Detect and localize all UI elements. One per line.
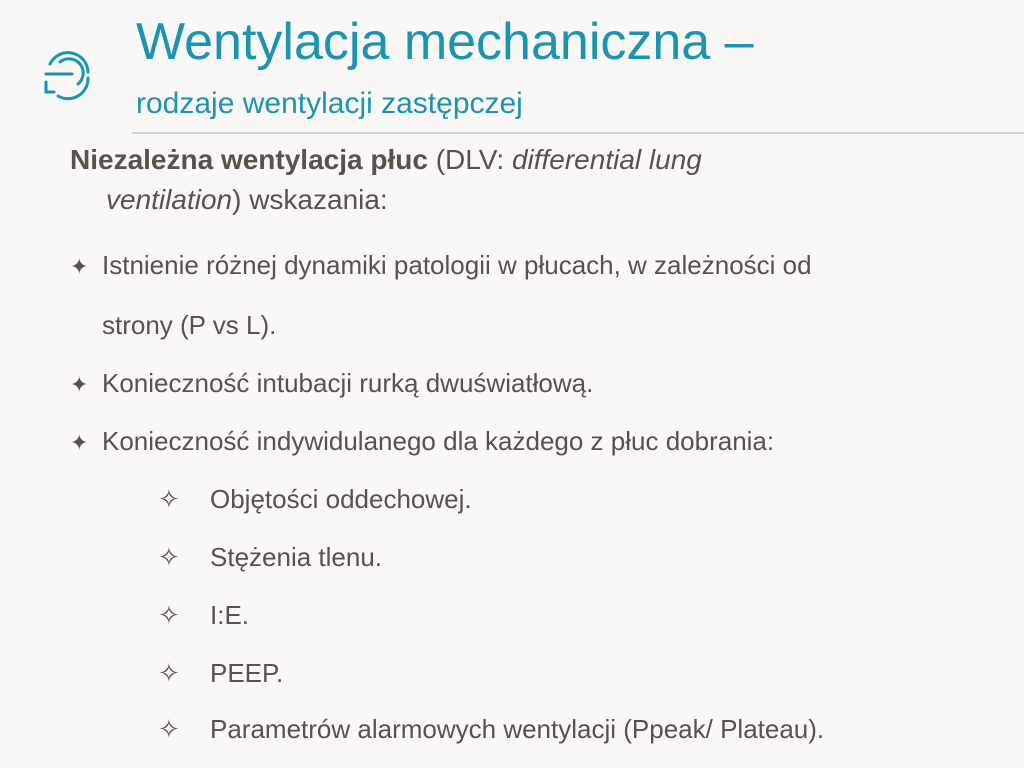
lead-paragraph — [70, 140, 970, 220]
outline-star-icon: ✧ — [158, 658, 180, 688]
subbullet-item — [158, 658, 283, 689]
slide-title: Wentylacja mechaniczna – — [136, 13, 754, 71]
lead-text-part1: (DLV: — [427, 144, 512, 175]
four-point-star-icon: ✦ — [70, 254, 89, 279]
four-point-star-icon: ✦ — [70, 372, 89, 397]
subbullet-text: PEEP. — [210, 658, 284, 688]
bullet-text: strony (P vs L). — [102, 310, 277, 340]
title-divider — [132, 132, 1024, 134]
subbullet-item — [158, 542, 382, 573]
bullet-text: Konieczność intubacji rurką dwuświatłową. — [102, 368, 594, 398]
bullet-item-continuation — [102, 310, 1022, 341]
subbullet-text: I:E. — [210, 600, 250, 630]
bullet-item — [70, 426, 990, 457]
bullet-item — [70, 250, 990, 281]
lead-bold-text: Niezależna wentylacja płuc — [70, 144, 428, 175]
lead-italic-text-2: ventilation — [106, 184, 233, 215]
subbullet-item — [158, 714, 824, 745]
lead-second-line — [70, 184, 388, 215]
subbullet-item — [158, 484, 472, 515]
lead-text-part2: ) wskazania: — [232, 184, 388, 215]
outline-star-icon: ✧ — [158, 600, 180, 630]
subbullet-text: Objętości oddechowej. — [210, 484, 472, 514]
bullet-item — [70, 368, 990, 399]
lead-italic-text-1: differential lung — [511, 144, 702, 175]
slide-subtitle: rodzaje wentylacji zastępczej — [136, 87, 523, 120]
bullet-text: Istnienie różnej dynamiki patologii w płucach, w zależności od — [102, 250, 812, 280]
subbullet-item — [158, 600, 249, 631]
outline-star-icon: ✧ — [158, 714, 180, 744]
subbullet-text: Parametrów alarmowych wentylacji (Ppeak/ Plateau). — [210, 714, 825, 744]
subbullet-text: Stężenia tlenu. — [210, 542, 383, 572]
four-point-star-icon: ✦ — [70, 430, 89, 455]
bullet-text: Konieczność indywidulanego dla każdego z płuc dobrania: — [102, 426, 775, 456]
outline-star-icon: ✧ — [158, 484, 180, 514]
outline-star-icon: ✧ — [158, 542, 180, 572]
circle-logo-icon — [36, 44, 98, 106]
